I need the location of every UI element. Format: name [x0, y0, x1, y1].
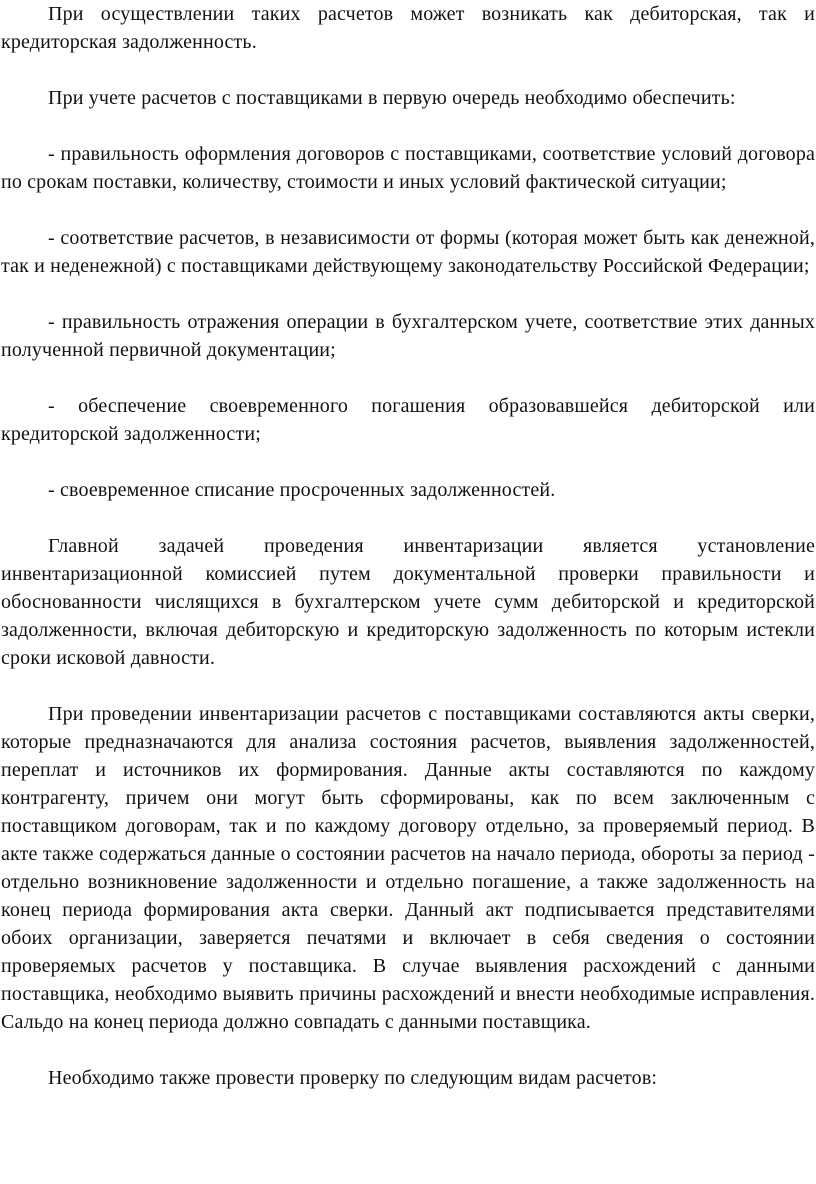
list-item-legislation: - соответствие расчетов, в независимости от формы (которая может быть как денежной, так и неденежной) с поставщиками действующему законодательству Российской Федерации;: [1, 227, 815, 277]
paragraph-reconciliation-acts: При проведении инвентаризации расчетов с поставщиками составляются акты сверки, которые предназначаются для анализа состояния расчетов, выявления задолженностей, переплат и источников их формирования. Данные акты составляются по каждому контрагенту, причем они могут быть сформированы, как по всем заключенным с поставщиком договорам, так и по каждому договору отдельно, за проверяемый период. В акте также содержаться данные о состоянии расчетов на начало периода, обороты за период - отдельно возникновение задолженности и отдельно погашение, а также задолженность на конец периода формирования акта сверки. Данный акт подписывается представителями обоих организации, заверяется печатями и включает в себя сведения о состоянии проверяемых расчетов у поставщика. В случае выявления расхождений с данными поставщика, необходимо выявить причины расхождений и внести необходимые исправления. Сальдо на конец периода должно совпадать с данными поставщика.: [1, 703, 815, 1033]
paragraph-spacer: [1, 56, 815, 84]
paragraph-inventory-task: Главной задачей проведения инвентаризации является установление инвентаризационной комиссией путем документальной проверки правильности и обоснованности числящихся в бухгалтерском учете сумм дебиторской и кредиторской задолженности, включая дебиторскую и кредиторскую задолженность по которым истекли сроки исковой давности.: [1, 535, 815, 669]
paragraph-debt-types: При осуществлении таких расчетов может возникать как дебиторская, так и кредиторская задолженность.: [1, 3, 815, 53]
paragraph-spacer: [1, 504, 815, 532]
paragraph-spacer: [1, 196, 815, 224]
paragraph-spacer: [1, 280, 815, 308]
list-item-contracts: - правильность оформления договоров с поставщиками, соответствие условий договора по срокам поставки, количеству, стоимости и иных условий фактической ситуации;: [1, 143, 815, 193]
paragraph-supplier-accounting: При учете расчетов с поставщиками в первую очередь необходимо обеспечить:: [48, 87, 736, 109]
paragraph-further-checks: Необходимо также провести проверку по следующим видам расчетов:: [48, 1067, 658, 1089]
paragraph-spacer: [1, 672, 815, 700]
list-item-debt-repayment: - обеспечение своевременного погашения образовавшейся дебиторской или кредиторской задолженности;: [1, 395, 815, 445]
list-item-write-off: - своевременное списание просроченных задолженностей.: [48, 479, 556, 501]
paragraph-spacer: [1, 448, 815, 476]
paragraph-spacer: [1, 1036, 815, 1064]
paragraph-spacer: [1, 112, 815, 140]
list-item-accounting-reflection: - правильность отражения операции в бухгалтерском учете, соответствие этих данных полученной первичной документации;: [1, 311, 815, 361]
paragraph-spacer: [1, 364, 815, 392]
